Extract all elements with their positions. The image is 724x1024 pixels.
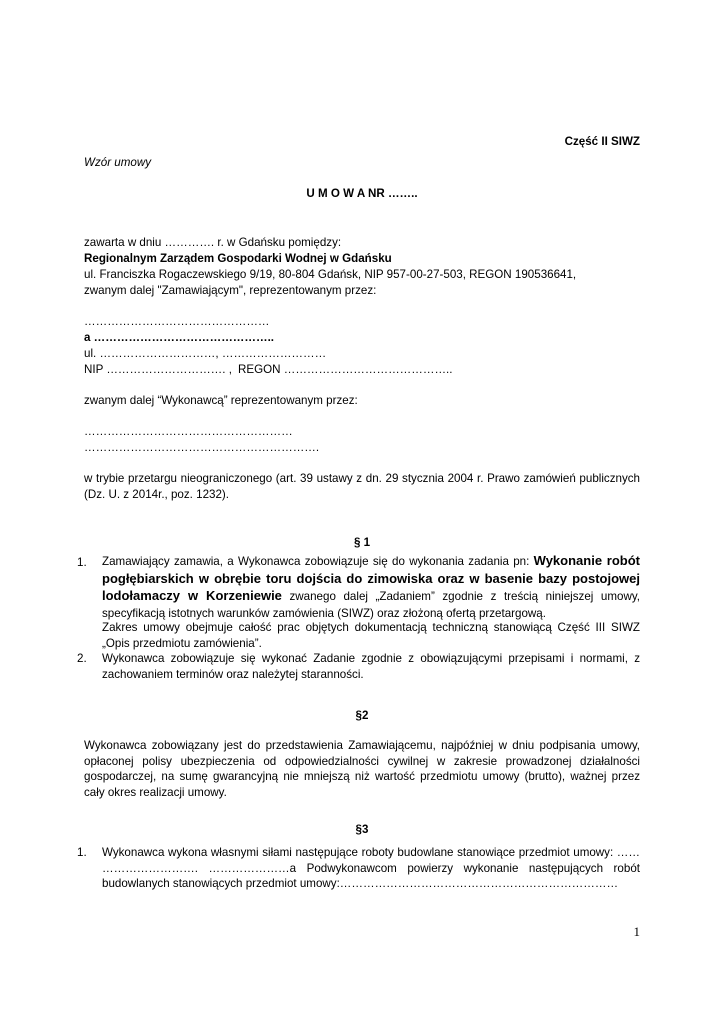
section-2-paragraph: Wykonawca zobowiązany jest do przedstawienia Zamawiającemu, najpóźniej w dniu podpisania umowy, opłaconej polisy ubezpieczenia od odpowiedzialności cywilnej w zakresie prowadzonej działalności gospodarczej, na sumę gwarancyjną nie mniejszą niż wartość przedmiotu umowy (brutto), ważnej przez cały okres realizacji umowy. <box>84 739 640 799</box>
section-3-heading: §3 <box>355 823 369 836</box>
section-1-item-1-scope: Zakres umowy obejmuje całość prac objętych dokumentacją techniczną stanowiącą Część III SIWZ „Opis przedmiotu zamówienia”. <box>102 621 640 650</box>
contract-title: U M O W A NR …….. <box>306 187 418 200</box>
task-name: Wykonanie robót pogłębiarskich w obrębie toru dojścia do zimowiska oraz w basenie bazy postojowej lodołamaczy w Korzeniewie <box>102 553 640 603</box>
document-form-label: Wzór umowy <box>84 156 151 169</box>
section-1-item-1-number: 1. <box>77 556 87 569</box>
section-1-item-1-text-a: Zamawiający zamawia, a Wykonawca zobowiązuje się do wykonania zadania pn: <box>102 555 534 568</box>
contractor-name-line: a ……………………………………….. <box>84 331 275 344</box>
contractor-nip-line: NIP …………………………. , <box>84 363 232 376</box>
section-1-item-1-text-b: zwanego dalej „Zadaniem” zgodnie z treścią niniejszej umowy, specyfikacją istotnych warunków zamówienia (SIWZ) oraz złożoną ofertą przetargową. <box>102 590 640 620</box>
ordering-party-address: ul. Franciszka Rogaczewskiego 9/19, 80-804 Gdańsk, NIP 957-00-27-503, REGON 190536641, <box>84 268 577 281</box>
section-1-heading: § 1 <box>353 536 371 549</box>
representative-dots: ………………………………………… <box>84 315 270 328</box>
section-1-item-1 <box>102 553 640 622</box>
ordering-party-name: Regionalnym Zarządem Gospodarki Wodnej w Gdańsku <box>84 252 392 265</box>
contractor-rep-line-2: ……………………………………………………. <box>84 441 320 454</box>
contractor-called: zwanym dalej “Wykonawcą” reprezentowanym przez: <box>84 394 358 407</box>
document-part-label: Część II SIWZ <box>564 135 640 148</box>
contractor-rep-line-1: ……………………………………………… <box>84 425 293 438</box>
procurement-mode-paragraph: w trybie przetargu nieograniczonego (art. 39 ustawy z dn. 29 stycznia 2004 r. Prawo zamówień publicznych (Dz. U. z 2014r., poz. 1232). <box>84 472 640 501</box>
section-1-item-2: Wykonawca zobowiązuje się wykonać Zadanie zgodnie z obowiązującymi przepisami i normami, z zachowaniem terminów oraz należytej staranności. <box>102 652 640 681</box>
section-3-item-1: Wykonawca wykona własnymi siłami następujące roboty budowlane stanowiące przedmiot umowy: …… ……………………. …………………a Podwykonawcom powierzy wykonanie następujących robót budowlanych stanowiących przedmiot umowy:……………………………………………………………… <box>102 846 640 890</box>
page-number: 1 <box>633 924 640 939</box>
section-1-item-2-number: 2. <box>77 652 87 665</box>
contractor-regon-line: REGON …………………………………….. <box>238 363 453 376</box>
intro-date-line: zawarta w dniu …………. r. w Gdańsku pomiędzy: <box>84 236 342 249</box>
section-2-heading: §2 <box>355 709 369 722</box>
ordering-party-called: zwanym dalej "Zamawiającym", reprezentowanym przez: <box>84 284 377 297</box>
section-3-item-1-number: 1. <box>77 846 87 859</box>
contractor-address-line: ul. …………………………, ……………………… <box>84 347 327 360</box>
